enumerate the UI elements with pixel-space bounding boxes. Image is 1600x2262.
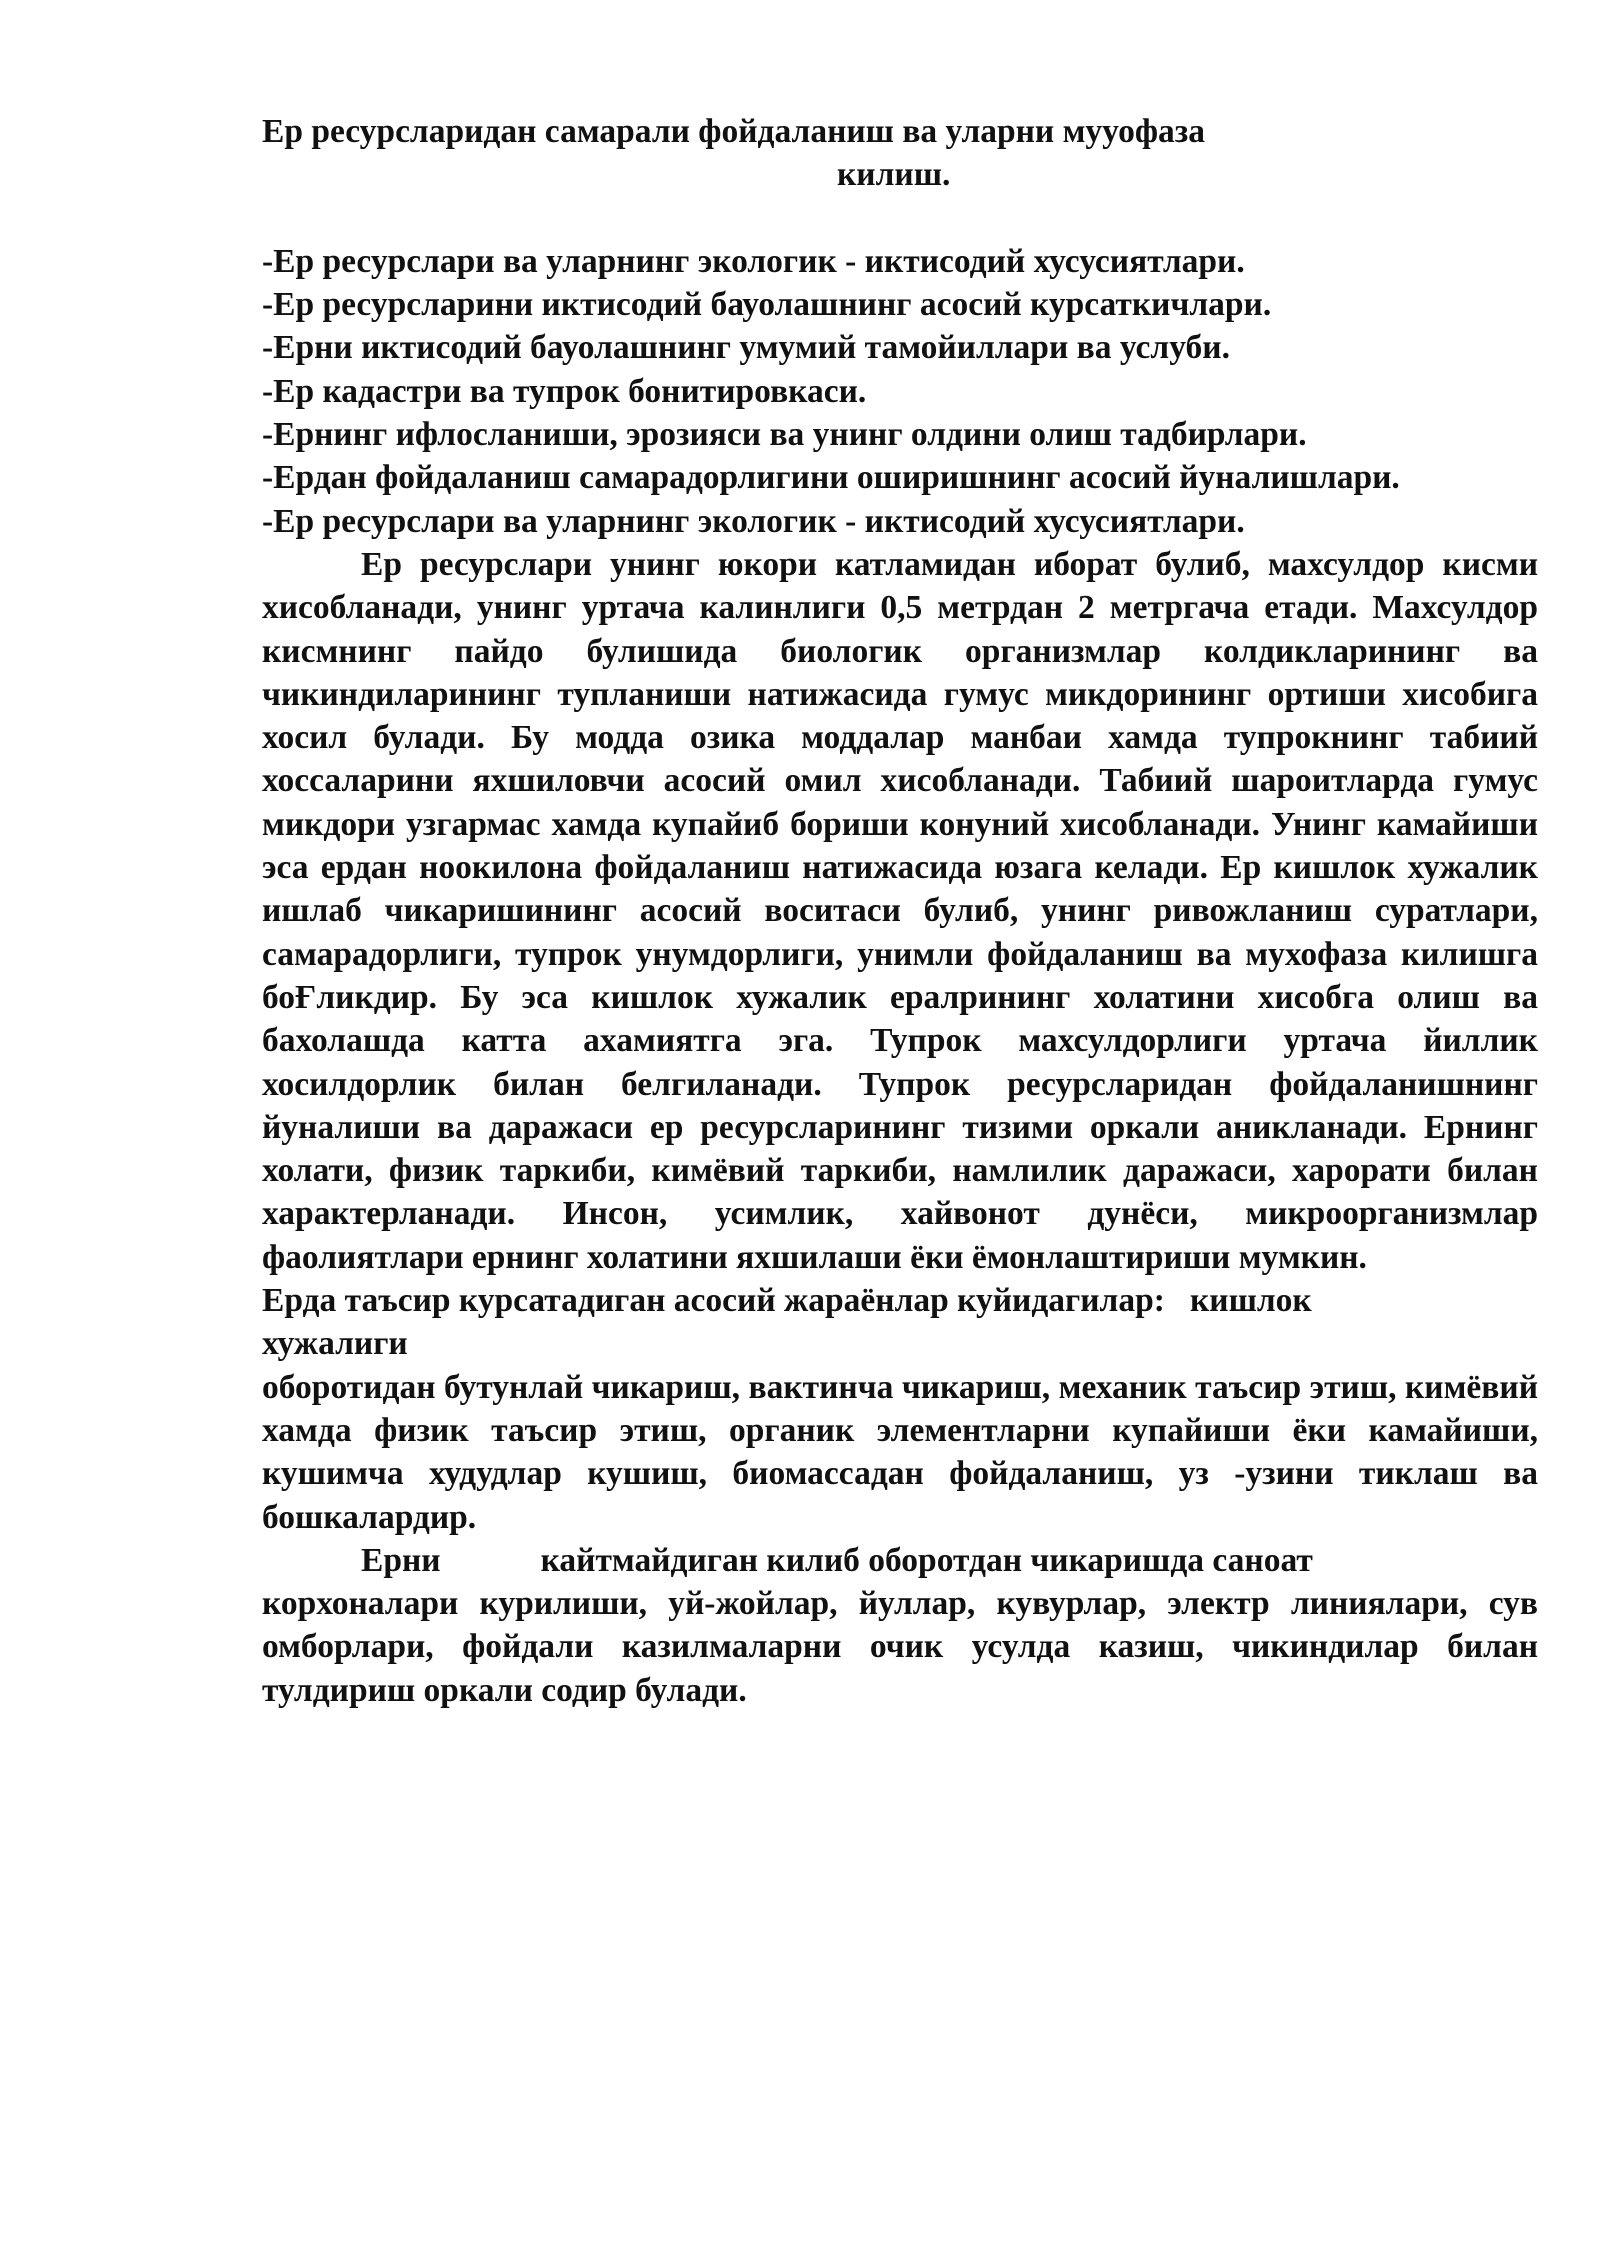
paragraph-2-line1: Ерда таъсир курсатадиган асосий жараёнлар куйидагилар: кишлок	[262, 1282, 1312, 1320]
topic-item: -Ерни иктисодий бауолашнинг умумий тамойиллари ва услуби.	[262, 329, 1230, 367]
paragraph-2-line2: хужалиги	[262, 1325, 408, 1363]
document-title-line1: Ер ресурсларидан самарали фойдаланиш ва уларни мууофаза	[262, 113, 1205, 150]
document-body	[262, 110, 1538, 1712]
paragraph-2	[262, 1279, 1538, 1366]
section-heading: -Ер ресурслари ва уларнинг экологик - иктисодий хусусиятлари.	[262, 502, 1245, 540]
document-title-line2: килиш.	[837, 156, 951, 194]
topic-item: -Ер ресурслари ва уларнинг экологик - иктисодий хусусиятлари.	[262, 242, 1245, 280]
paragraph-3: оборотидан бутунлай чикариш, вактинча чикариш, механик таъсир этиш, кимёвий хамда физик таъсир этиш, органик элементларни купайиши ёки камайиши, кушимча худудлар кушиш, биомассадан фойдаланиш, уз -узини тиклаш ва бошкалардир.	[262, 1368, 1538, 1536]
topic-item: -Ердан фойдаланиш самарадорлигини оширишнинг асосий йуналишлари.	[262, 459, 1400, 497]
paragraph-4-line1	[262, 1539, 1538, 1582]
topic-item: -Ернинг ифлосланиши, эрозияси ва унинг олдини олиш тадбирлари.	[262, 416, 1307, 454]
topic-item: -Ер ресурсларини иктисодий бауолашнинг асосий курсаткичлари.	[262, 286, 1272, 324]
paragraph-4-line1-rest: кайтмайдиган килиб оборотдан чикаришда саноат	[540, 1541, 1313, 1579]
paragraph-4-rest: корхоналари курилиши, уй-жойлар, йуллар, кувурлар, электр линиялари, сув омборлари, фойдали казилмаларни очик усулда казиш, чикиндилар билан тулдириш оркали содир булади.	[262, 1585, 1538, 1709]
topics-list	[262, 240, 1538, 500]
topic-item: -Ер кадастри ва тупрок бонитировкаси.	[262, 372, 867, 410]
paragraph-1: Ер ресурслари унинг юкори катламидан иборат булиб, махсулдор кисми хисобланади, унинг уртача калинлиги 0,5 метрдан 2 метргача етади. Махсулдор кисмнинг пайдо булишида биологик организмлар колдикларининг ва чикиндиларининг тупланиши натижасида гумус микдорининг ортиши хисобига хосил булади. Бу модда озика моддалар манбаи хамда тупрокнинг табиий хоссаларини яхшиловчи асосий омил хисобланади. Табиий шароитларда гумус микдори узгармас хамда купайиб бориши конуний хисобланади. Унинг камайиши эса ердан ноокилона фойдаланиш натижасида юзага келади. Ер кишлок хужалик ишлаб чикаришининг асосий воситаси булиб, унинг ривожланиш суратлари, самарадорлиги, тупрок унумдорлиги, унимли фойдаланиш ва мухофаза килишга боҒликдир. Бу эса кишлок хужалик ералрининг холатини хисобга олиш ва бахолашда катта ахамиятга эга. Тупрок махсулдорлиги уртача йиллик хосилдорлик билан белгиланади. Тупрок ресурсларидан фойдаланишнинг йуналиши ва даражаси ер ресурсларининг тизими оркали аникланади. Ернинг холати, физик таркиби, кимёвий таркиби, намлилик даражаси, харорати билан характерланади. Инсон, усимлик, хайвонот дунёси, микроорганизмлар фаолиятлари ернинг холатини яхшилаши ёки ёмонлаштириши мумкин.	[262, 545, 1538, 1276]
paragraph-4-start-word: Ерни	[361, 1541, 441, 1579]
